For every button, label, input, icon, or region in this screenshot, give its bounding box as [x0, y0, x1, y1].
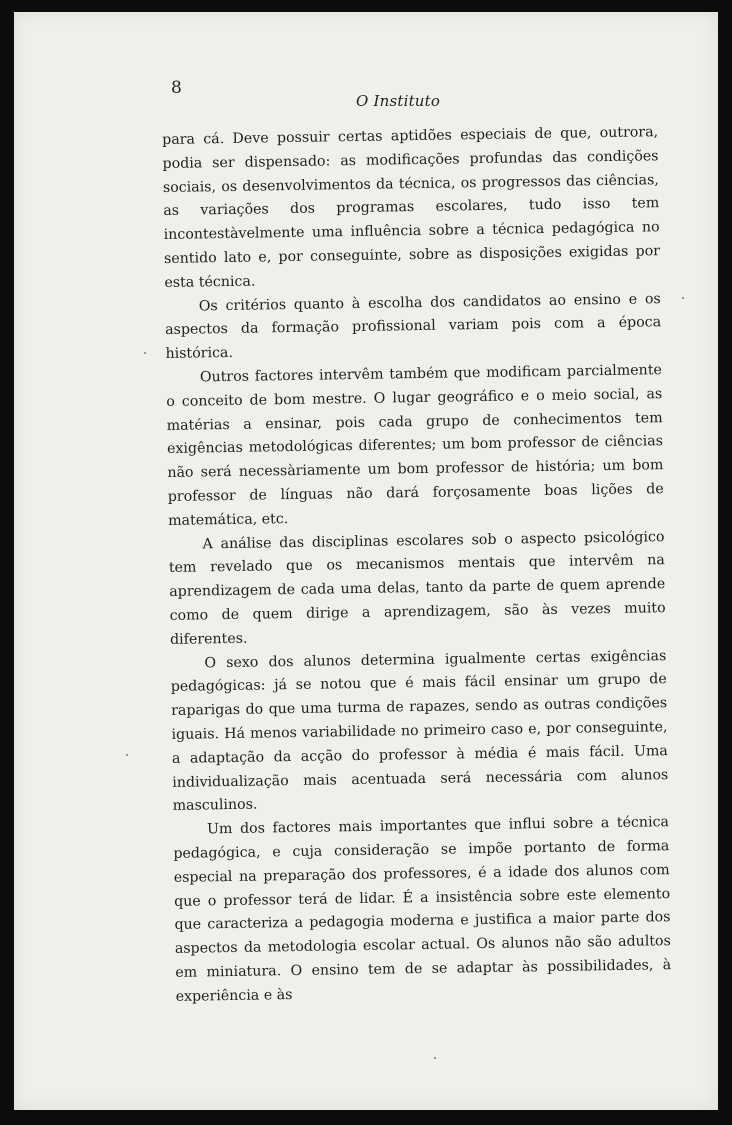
paper-speck [144, 352, 146, 354]
paragraph-2: Os critérios quanto à escolha dos candidatos ao ensino e os aspectos da formação profissional variam pois com a época histórica. [165, 290, 662, 363]
page-number: 8 [171, 78, 182, 98]
body-text [162, 121, 672, 1009]
paragraph-5: O sexo dos alunos determina igualmente certas exigências pedagógicas: já se notou que é mais fácil ensinar um grupo de raparigas do que uma turma de rapazes, sendo as outras condições iguais. Há menos variabilidade no primeiro caso e, por conseguinte, a adaptação da acção do professor à média é mais fácil. Uma individualização mais acentuada será necessária com alunos masculinos. [170, 647, 669, 815]
running-title: O Instituto [356, 92, 441, 110]
paper-speck [126, 754, 128, 756]
paragraph-4: A análise das disciplinas escolares sob o aspecto psicológico tem revelado que os mecanismos mentais que intervêm na aprendizagem de cada uma delas, tanto da parte de quem aprende como de quem dirige a aprendizagem, são às vezes muito diferentes. [168, 528, 666, 648]
paragraph-3: Outros factores intervêm também que modificam parcialmente o conceito de bom mestre. O lugar geográfico e o meio social, as matérias a ensinar, pois cada grupo de conhecimentos tem exigências metodológicas diferentes; um bom professor de ciências não será necessàriamente um bom professor de história; um bom professor de línguas não dará forçosamente boas lições de matemática, etc. [166, 362, 664, 529]
paper-speck [682, 297, 684, 299]
book-page [14, 12, 718, 1110]
paper-speck [434, 1057, 436, 1059]
paragraph-1: para cá. Deve possuir certas aptidões especiais de que, outrora, podia ser dispensado: as modificações profundas das condições sociais, os desenvolvimentos da técnica, os progressos das ciências, as variações dos programas escolares, tudo isso tem incontestàvelmente uma influência sobre a técnica pedagógica no sentido lato e, por conseguinte, sobre as disposições exigidas por esta técnica. [162, 124, 661, 291]
paragraph-6: Um dos factores mais importantes que influi sobre a técnica pedagógica, e cuja consideração se impõe portanto de forma especial na preparação dos professores, é a idade dos alunos com que o professor terá de lidar. É a insistência sobre este elemento que caracteriza a pedagogia moderna e justifica a maior parte dos aspectos da metodologia escolar actual. Os alunos não são adultos em miniatura. O ensino tem de se adaptar às possibilidades, à experiência e às [173, 814, 672, 1005]
